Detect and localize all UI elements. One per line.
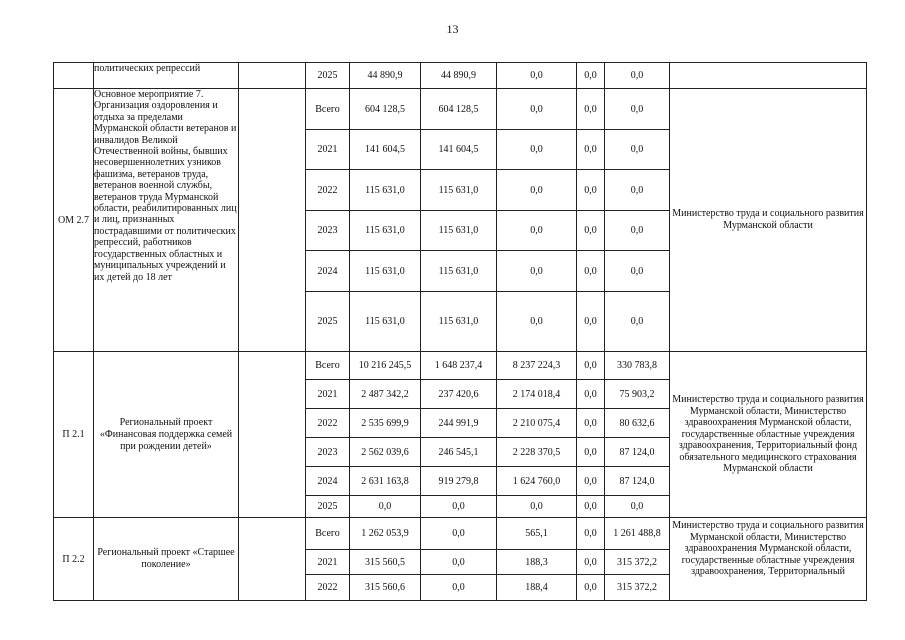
- value-cell: 0,0: [497, 170, 577, 211]
- page-number: 13: [446, 22, 459, 36]
- table-row: [54, 518, 867, 550]
- value-cell: 604 128,5: [421, 89, 497, 130]
- value-cell: 246 545,1: [421, 438, 497, 467]
- value-cell: 115 631,0: [350, 211, 421, 251]
- value-cell: 115 631,0: [421, 170, 497, 211]
- value-cell: 0,0: [421, 496, 497, 518]
- value-cell: 330 783,8: [605, 352, 670, 380]
- table-row: [54, 63, 867, 89]
- value-cell: 0,0: [605, 170, 670, 211]
- value-cell: 0,0: [577, 63, 605, 89]
- value-cell: 0,0: [497, 496, 577, 518]
- value-cell: 8 237 224,3: [497, 352, 577, 380]
- value-cell: 0,0: [421, 518, 497, 550]
- year-cell: Всего: [306, 518, 350, 550]
- value-cell: 115 631,0: [350, 170, 421, 211]
- value-cell: 44 890,9: [421, 63, 497, 89]
- value-cell: 0,0: [497, 292, 577, 352]
- row-code: П 2.2: [54, 518, 94, 601]
- row-name: политических репрессий: [94, 63, 239, 89]
- empty-cell: [239, 352, 306, 518]
- value-cell: 115 631,0: [350, 292, 421, 352]
- value-cell: 315 372,2: [605, 550, 670, 575]
- value-cell: 0,0: [605, 496, 670, 518]
- value-cell: 188,4: [497, 575, 577, 601]
- year-cell: 2024: [306, 467, 350, 496]
- value-cell: 115 631,0: [421, 292, 497, 352]
- value-cell: 0,0: [577, 467, 605, 496]
- value-cell: 0,0: [577, 550, 605, 575]
- value-cell: 0,0: [577, 89, 605, 130]
- empty-cell: [239, 518, 306, 601]
- value-cell: 10 216 245,5: [350, 352, 421, 380]
- value-cell: 1 261 488,8: [605, 518, 670, 550]
- value-cell: 2 535 699,9: [350, 409, 421, 438]
- value-cell: 0,0: [497, 211, 577, 251]
- value-cell: 0,0: [497, 89, 577, 130]
- year-cell: 2023: [306, 211, 350, 251]
- value-cell: 0,0: [605, 251, 670, 292]
- empty-cell: [239, 63, 306, 89]
- value-cell: 0,0: [577, 211, 605, 251]
- year-cell: 2022: [306, 409, 350, 438]
- value-cell: 2 631 163,8: [350, 467, 421, 496]
- value-cell: 604 128,5: [350, 89, 421, 130]
- value-cell: 0,0: [497, 251, 577, 292]
- value-cell: 0,0: [577, 409, 605, 438]
- value-cell: 188,3: [497, 550, 577, 575]
- row-code: [54, 63, 94, 89]
- value-cell: 565,1: [497, 518, 577, 550]
- executor-cell: Министерство труда и социального развития Мурманской области: [670, 89, 867, 352]
- year-cell: 2021: [306, 380, 350, 409]
- table-row: [54, 89, 867, 130]
- value-cell: 0,0: [605, 89, 670, 130]
- value-cell: 1 624 760,0: [497, 467, 577, 496]
- value-cell: 0,0: [577, 496, 605, 518]
- year-cell: 2024: [306, 251, 350, 292]
- program-table: [53, 62, 867, 601]
- year-cell: Всего: [306, 352, 350, 380]
- value-cell: 315 560,5: [350, 550, 421, 575]
- row-code: П 2.1: [54, 352, 94, 518]
- value-cell: 2 487 342,2: [350, 380, 421, 409]
- row-name: Региональный проект «Старшее поколение»: [94, 518, 239, 601]
- executor-cell: [670, 63, 867, 89]
- value-cell: 237 420,6: [421, 380, 497, 409]
- value-cell: 75 903,2: [605, 380, 670, 409]
- year-cell: 2021: [306, 550, 350, 575]
- value-cell: 0,0: [577, 518, 605, 550]
- value-cell: 919 279,8: [421, 467, 497, 496]
- value-cell: 87 124,0: [605, 467, 670, 496]
- row-code: ОМ 2.7: [54, 89, 94, 352]
- year-cell: 2022: [306, 170, 350, 211]
- value-cell: 0,0: [577, 130, 605, 170]
- value-cell: 1 648 237,4: [421, 352, 497, 380]
- value-cell: 0,0: [577, 438, 605, 467]
- row-name: Региональный проект «Финансовая поддержка семей при рождении детей»: [94, 352, 239, 518]
- value-cell: 0,0: [350, 496, 421, 518]
- value-cell: 141 604,5: [421, 130, 497, 170]
- value-cell: 0,0: [577, 251, 605, 292]
- year-cell: 2025: [306, 63, 350, 89]
- value-cell: 0,0: [577, 292, 605, 352]
- value-cell: 0,0: [421, 575, 497, 601]
- value-cell: 80 632,6: [605, 409, 670, 438]
- value-cell: 1 262 053,9: [350, 518, 421, 550]
- value-cell: 141 604,5: [350, 130, 421, 170]
- value-cell: 0,0: [605, 292, 670, 352]
- value-cell: 2 174 018,4: [497, 380, 577, 409]
- value-cell: 87 124,0: [605, 438, 670, 467]
- value-cell: 0,0: [605, 63, 670, 89]
- value-cell: 0,0: [497, 63, 577, 89]
- value-cell: 0,0: [605, 211, 670, 251]
- value-cell: 244 991,9: [421, 409, 497, 438]
- table-row: [54, 352, 867, 380]
- empty-cell: [239, 89, 306, 352]
- executor-cell: Министерство труда и социального развития Мурманской области, Министерство здравоохранения Мурманской области, государственные областные учреждения здравоохранения, Территориальный фонд обязательного медицинского страхования Мурманской области: [670, 352, 867, 518]
- value-cell: 44 890,9: [350, 63, 421, 89]
- row-name: Основное мероприятие 7. Организация оздоровления и отдыха за пределами Мурманской области ветеранов и инвалидов Великой Отечественной войны, бывших несовершеннолетних узников фашизма, ветеранов труда, ветеранов военной службы, ветеранов труда Мурманской области, реабилитированных лиц и лиц, признанных пострадавшими от политических репрессий, работников государственных областных и муниципальных учреждений и их детей до 18 лет: [94, 89, 239, 352]
- value-cell: 315 372,2: [605, 575, 670, 601]
- year-cell: 2021: [306, 130, 350, 170]
- value-cell: 2 210 075,4: [497, 409, 577, 438]
- value-cell: 115 631,0: [350, 251, 421, 292]
- year-cell: 2025: [306, 292, 350, 352]
- year-cell: 2023: [306, 438, 350, 467]
- value-cell: 0,0: [605, 130, 670, 170]
- value-cell: 2 228 370,5: [497, 438, 577, 467]
- value-cell: 115 631,0: [421, 211, 497, 251]
- value-cell: 2 562 039,6: [350, 438, 421, 467]
- year-cell: 2025: [306, 496, 350, 518]
- year-cell: Всего: [306, 89, 350, 130]
- value-cell: 0,0: [577, 575, 605, 601]
- value-cell: 115 631,0: [421, 251, 497, 292]
- value-cell: 0,0: [421, 550, 497, 575]
- value-cell: 0,0: [497, 130, 577, 170]
- year-cell: 2022: [306, 575, 350, 601]
- executor-cell: Министерство труда и социального развития Мурманской области, Министерство здравоохранения Мурманской области, государственные областные учреждения здравоохранения, Территориальный: [670, 518, 867, 601]
- value-cell: 0,0: [577, 380, 605, 409]
- value-cell: 0,0: [577, 352, 605, 380]
- value-cell: 0,0: [577, 170, 605, 211]
- value-cell: 315 560,6: [350, 575, 421, 601]
